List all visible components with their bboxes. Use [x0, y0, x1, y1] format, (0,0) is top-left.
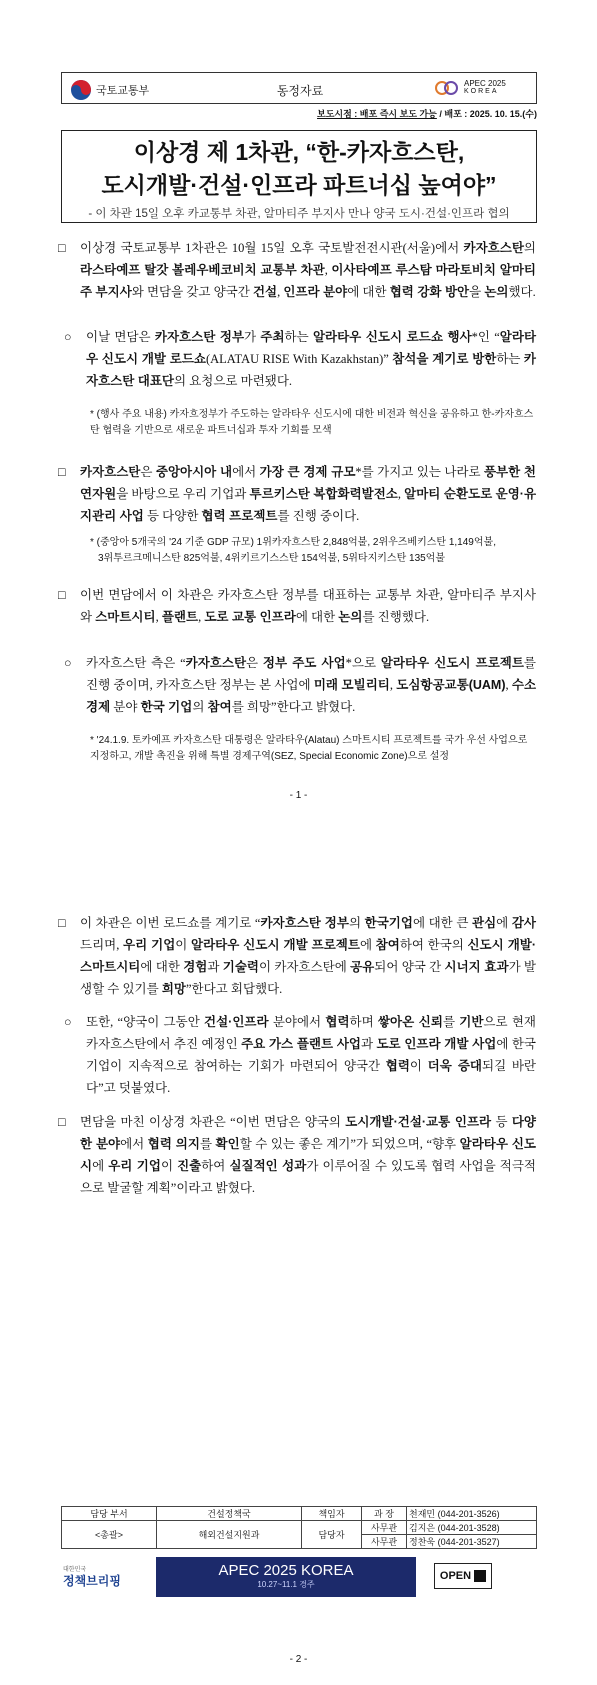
paragraph-1 [58, 237, 536, 303]
bold-text: 공유 [350, 960, 375, 974]
text: 에 [496, 916, 512, 930]
bold-text: 건설·인프라 [204, 1015, 269, 1029]
title-line1: 이상경 제 1차관, “한-카자흐스탄, [133, 139, 465, 165]
sub-paragraph-1 [64, 326, 536, 392]
bold-text: 도로 교통 인프라 [204, 610, 296, 624]
paragraph-2 [58, 461, 536, 527]
square-bullet: □ [58, 465, 66, 479]
bold-text: 참석을 계기로 방한 [392, 352, 497, 366]
text: 이 [160, 1159, 178, 1173]
text: 또한, “양국이 그동안 [86, 1015, 205, 1029]
release-date: / 배포 : 2025. 10. 15.(수) [436, 109, 537, 119]
sub-paragraph-3 [64, 652, 536, 718]
bold-text: 다양한 분야 [80, 1115, 536, 1151]
text: 은 [246, 656, 263, 670]
text: 의 요청으로 마련됐다. [174, 374, 293, 388]
bold-text: 알라타우 신도시 개발 로드쇼 [86, 330, 537, 366]
text: 와 면담을 갖고 양국간 [131, 285, 253, 299]
embargo-line [61, 107, 537, 120]
bold-text: 감사 [511, 916, 536, 930]
text: 가 [244, 330, 261, 344]
taegeuk-icon [70, 79, 92, 101]
text: 가 이루어질 수 있도록 협력 사업을 적극적으로 발굴할 계획”이라고 밝혔다. [80, 1159, 536, 1195]
subtitle: - 이 차관 15일 오후 카교통부 차관, 알마티주 부지사 만나 양국 도시·건설·인프라 협의 [88, 208, 510, 220]
text: 으로 현재 카자흐스탄에서 추진 예정인 [86, 1015, 536, 1051]
text: , [198, 610, 205, 624]
bold-text: 참여 [207, 700, 232, 714]
resp-title: 과 장 [362, 1507, 407, 1521]
text: 되어 양국 간 [374, 960, 445, 974]
circle-bullet: ○ [64, 1015, 72, 1029]
staff1-name: 김지은 (044-201-3528) [407, 1521, 537, 1535]
text: 하는 [284, 330, 313, 344]
staff1-title: 사무관 [362, 1521, 407, 1535]
text: 를 진행했다. [362, 610, 430, 624]
bold-text: 인프라 분야 [283, 285, 348, 299]
bold-text: 협력 프로젝트 [201, 509, 278, 523]
apec-logo [434, 78, 506, 98]
bold-text: 도시개발·건설·교통 인프라 [345, 1115, 492, 1129]
apec-line1: APEC 2025 [464, 79, 506, 88]
bold-text: 실질적인 성과 [229, 1159, 307, 1173]
text: 에 [359, 938, 376, 952]
bold-text: 알라타우 신도시 로드쇼 행사 [312, 330, 472, 344]
text: 에 대한 큰 [412, 916, 473, 930]
staff2-name: 정찬욱 (044-201-3527) [407, 1535, 537, 1549]
bold-text: 한국기업 [364, 916, 413, 930]
text: 이날 면담은 [86, 330, 155, 344]
bold-text: 기반 [459, 1015, 484, 1029]
text: 에서 [232, 465, 260, 479]
bold-text: 더욱 증대 [427, 1059, 483, 1073]
briefing-small: 대한민국 [63, 1567, 87, 1573]
bold-text: 기술력 [222, 960, 259, 974]
text: 에 대한 [140, 960, 184, 974]
bold-text: 한국 기업 [140, 700, 193, 714]
footnote-line: 3위투르크메니스탄 825억불, 4위키르기스스탄 154억불, 5위타지키스탄 135억불 [98, 553, 446, 564]
bold-text: 확인 [215, 1137, 240, 1151]
text: , [389, 678, 397, 692]
banner-sub: 10.27~11.1 경주 [257, 1580, 315, 1589]
license-icon [474, 1570, 486, 1582]
text: 하여 한국의 [399, 938, 468, 952]
text: *으로 [345, 656, 381, 670]
text: 에 [92, 1159, 109, 1173]
text: 등 [491, 1115, 512, 1129]
sub-paragraph-4 [64, 1011, 536, 1099]
circle-bullet: ○ [64, 330, 72, 344]
bold-text: 이사타예프 루스탐 마라토비치 알마티주 부지사 [80, 263, 536, 299]
text: 를 희망”한다고 밝혔다. [231, 700, 356, 714]
bold-text: 주요 가스 플랜트 사업 [241, 1037, 361, 1051]
footnote-2 [90, 535, 536, 567]
text: 면담을 마친 이상경 차관은 “이번 면담은 양국의 [80, 1115, 346, 1129]
bold-text: 투르키스탄 복합화력발전소 [249, 487, 398, 501]
square-bullet: □ [58, 916, 66, 930]
bold-text: 주최 [260, 330, 285, 344]
resp-label: 책임자 [302, 1507, 362, 1521]
resp-name: 천재민 (044-201-3526) [407, 1507, 537, 1521]
square-bullet: □ [58, 588, 66, 602]
paragraph-3 [58, 584, 536, 628]
bold-text: 논의 [338, 610, 363, 624]
text: , [155, 610, 162, 624]
text: 에 한국 기업이 지속적으로 참여하는 기회가 마련되어 양국간 [86, 1037, 536, 1073]
division: 건설정책국 [157, 1507, 302, 1521]
bold-text: 플랜트 [161, 610, 199, 624]
text: (ALATAU RISE With Kazakhstan)” [205, 352, 393, 366]
text: 되길 바란다”고 덧붙였다. [86, 1059, 536, 1095]
staff-label: 담당자 [302, 1521, 362, 1549]
bold-text: 협력 의지 [147, 1137, 200, 1151]
bold-text: 건설 [252, 285, 278, 299]
bold-text: 풍부한 천연자원 [80, 465, 537, 501]
text: , [397, 487, 405, 501]
apec-banner [156, 1557, 416, 1597]
footnote-1: * (행사 주요 내용) 카자흐정부가 주도하는 알라타우 신도시에 대한 비전과 혁신을 공유하고 한-카자흐스탄 협력을 기반으로 새로운 파트너십과 투자 기회를 모색 [90, 409, 534, 436]
text: 을 바탕으로 우리 기업과 [116, 487, 250, 501]
embargo-label: 보도시점 : 배포 즉시 보도 가능 [317, 109, 437, 119]
bold-text: 논의 [484, 285, 509, 299]
dept-value: <총괄> [62, 1521, 157, 1549]
bold-text: 우리 기업 [123, 938, 176, 952]
text: , [505, 678, 512, 692]
text: 를 진행 중이다. [277, 509, 360, 523]
text: *인 “ [471, 330, 500, 344]
text: 이상경 국토교통부 1차관은 10월 15일 오후 국토발전전시관(서울)에서 [80, 241, 464, 255]
text: 에 대한 [347, 285, 390, 299]
bold-text: 도로 인프라 개발 사업 [376, 1037, 497, 1051]
text: 가 발생할 수 있기를 [80, 960, 537, 996]
policy-briefing-logo [63, 1565, 123, 1587]
staff2-title: 사무관 [362, 1535, 407, 1549]
bold-text: 시너지 효과 [444, 960, 509, 974]
text: 이번 면담에서 이 차관은 카자흐스탄 정부를 대표하는 교통부 차관, 알마티주 부지사와 [80, 588, 536, 624]
text: 를 진행 중이며, 카자흐스탄 정부는 본 사업에 [86, 656, 536, 692]
bold-text: 카자흐스탄 [185, 656, 247, 670]
text: 은 [140, 465, 156, 479]
square-bullet: □ [58, 1115, 66, 1129]
circle-bullet: ○ [64, 656, 72, 670]
ministry-logo [70, 79, 149, 101]
open-license-badge [434, 1563, 492, 1589]
apec-icon [434, 78, 460, 98]
bold-text: 카자흐스탄 대표단 [86, 352, 536, 388]
paragraph-4 [58, 912, 536, 1000]
text: 이 카자흐스탄에 [258, 960, 351, 974]
text: 를 [199, 1137, 216, 1151]
text: 를 [442, 1015, 460, 1029]
text: 에 대한 [295, 610, 339, 624]
square-bullet: □ [58, 241, 66, 255]
text: 하여 [201, 1159, 230, 1173]
bold-text: 알라타우 신도시 프로젝트 [380, 656, 524, 670]
bold-text: 신도시 개발·스마트시티 [80, 938, 537, 974]
bold-text: 협력 [385, 1059, 410, 1073]
bold-text: 희망 [161, 982, 186, 996]
dept-label: 담당 부서 [62, 1507, 157, 1521]
doc-type: 동정자료 [276, 84, 324, 98]
text: 의 [523, 241, 536, 255]
paragraph-5 [58, 1111, 536, 1199]
text: 이 차관은 이번 로드쇼를 계기로 “ [80, 916, 261, 930]
bold-text: 참여 [375, 938, 400, 952]
text: 분야 [110, 700, 141, 714]
text: , [277, 285, 284, 299]
page-number-1: - 1 - [289, 790, 308, 801]
text: 하며 [349, 1015, 378, 1029]
bold-text: 중앙아시아 내 [155, 465, 233, 479]
bold-text: 카자흐스탄 [463, 241, 524, 255]
bold-text: 쌓아온 신뢰 [377, 1015, 443, 1029]
text: ”한다고 회답했다. [185, 982, 283, 996]
bold-text: 미래 모빌리티 [313, 678, 390, 692]
text: 분야에서 [268, 1015, 326, 1029]
open-label: OPEN [439, 1570, 472, 1582]
text: *를 가지고 있는 나라로 [355, 465, 484, 479]
text: 과 [360, 1037, 377, 1051]
text: 했다. [508, 285, 536, 299]
bold-text: 가장 큰 경제 규모 [259, 465, 356, 479]
bold-text: 우리 기업 [108, 1159, 161, 1173]
bold-text: 스마트시티 [95, 610, 156, 624]
text: 과 [207, 960, 223, 974]
bold-text: 관심 [472, 916, 497, 930]
text: 하는 [496, 352, 524, 366]
bold-text: 도심항공교통(UAM) [396, 678, 506, 692]
bold-text: 알라타우 신도시 [80, 1137, 536, 1173]
ministry-name: 국토교통부 [96, 85, 150, 97]
apec-line2: KOREA [464, 88, 499, 95]
bold-text: 알마티 순환도로 운영·유지관리 사업 [80, 487, 537, 523]
text: 드리며, [80, 938, 123, 952]
bold-text: 알라타우 신도시 개발 프로젝트 [191, 938, 360, 952]
page-title [61, 136, 537, 202]
bold-text: 카자흐스탄 [80, 465, 141, 479]
text: 이 [409, 1059, 428, 1073]
title-line2: 도시개발·건설·인프라 파트너십 높여야” [101, 172, 497, 198]
banner-main: APEC 2025 KOREA [218, 1562, 354, 1579]
bold-text: 협력 [325, 1015, 350, 1029]
bold-text: 정부 주도 사업 [262, 656, 346, 670]
bold-text: 카자흐스탄 정부 [154, 330, 245, 344]
text: 이 [175, 938, 192, 952]
page-number-2: - 2 - [289, 1654, 308, 1665]
text: 을 [469, 285, 485, 299]
bold-text: 진출 [177, 1159, 202, 1173]
text: 의 [348, 916, 365, 930]
bold-text: 수소경제 [86, 678, 537, 714]
bold-text: 카자흐스탄 정부 [260, 916, 349, 930]
text: 할 수 있는 좋은 계기”가 되었으며, “향후 [239, 1137, 460, 1151]
text: 에서 [120, 1137, 148, 1151]
text: 의 [192, 700, 208, 714]
text: , [324, 263, 332, 277]
bold-text: 라스타예프 탈갓 볼레우베코비치 교통부 차관 [80, 263, 325, 277]
text: 카자흐스탄 측은 “ [86, 656, 186, 670]
footnote-3: * '24.1.9. 토카예프 카자흐스탄 대통령은 알라타우(Alatau) 스마트시티 프로젝트를 국가 우선 사업으로 지정하고, 개발 촉진을 위해 특별 경제구역(SEZ, Special Economic Zone)으로 설정 [90, 735, 528, 762]
bold-text: 경험 [183, 960, 208, 974]
contact-table [61, 1506, 537, 1549]
briefing-text: 정책브리핑 [63, 1574, 121, 1588]
text: 등 다양한 [143, 509, 202, 523]
footnote-line: * (중앙아 5개국의 '24 기준 GDP 규모) 1위카자흐스탄 2,848억불, 2위우즈베키스탄 1,149억불, [90, 537, 496, 548]
sub-division: 해외건설지원과 [157, 1521, 302, 1549]
bold-text: 협력 강화 방안 [389, 285, 470, 299]
